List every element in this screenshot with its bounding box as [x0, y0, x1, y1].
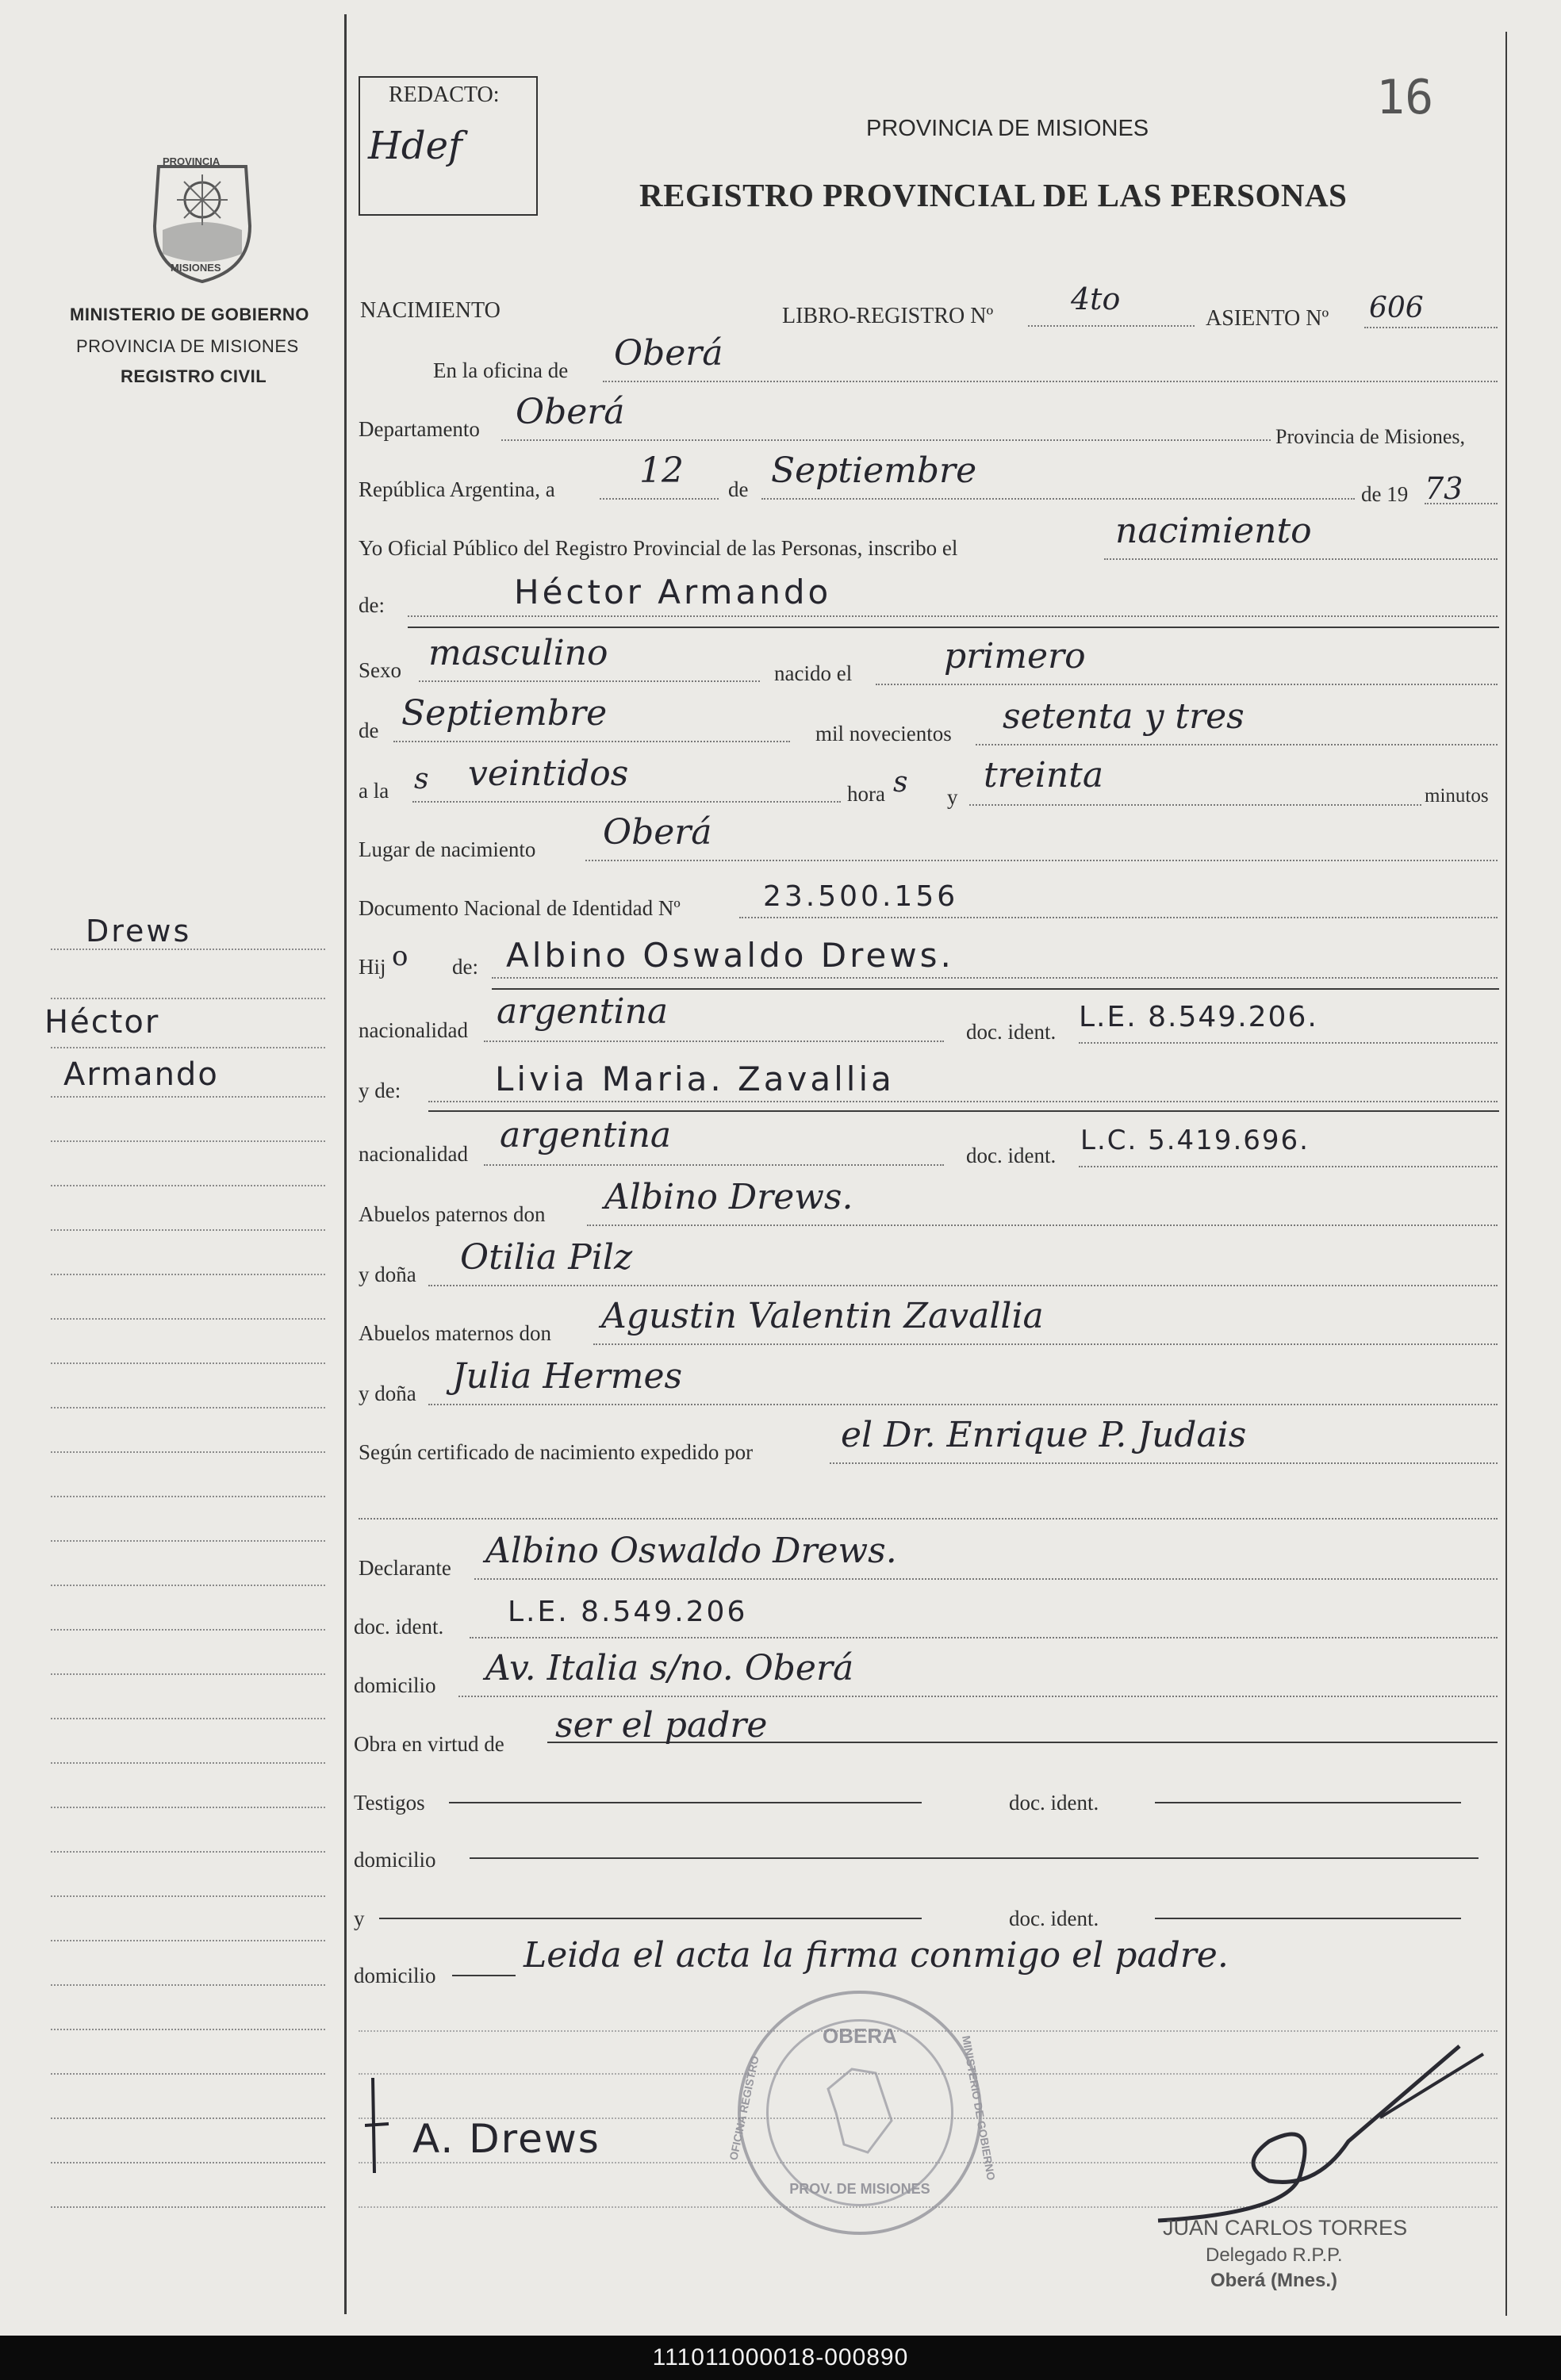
a-la-suffix: s — [414, 763, 429, 795]
margin-given-2: Armando — [63, 1056, 219, 1093]
abuela-materna-value: Julia Hermes — [452, 1356, 683, 1397]
testigo-1-rule — [449, 1802, 922, 1803]
abuelo-paterno-value: Albino Drews. — [604, 1177, 853, 1217]
margin-line-11 — [51, 1407, 325, 1408]
declarante-value: Albino Oswaldo Drews. — [485, 1531, 897, 1571]
margin-line-16 — [51, 1629, 325, 1631]
margin-line-9 — [51, 1318, 325, 1320]
margin-line-3 — [51, 1047, 325, 1048]
label-declarante-domicilio: domicilio — [354, 1673, 436, 1697]
label-y-de: y de: — [359, 1079, 401, 1102]
year-suffix: 73 — [1425, 471, 1463, 506]
declarant-signature: A. Drews — [412, 2116, 600, 2162]
label-declarante-doc: doc. ident. — [354, 1615, 444, 1638]
margin-line-6 — [51, 1185, 325, 1186]
hijo-suffix: o — [392, 941, 408, 972]
libro-line — [1028, 325, 1195, 327]
label-nacionalidad-madre: nacionalidad — [359, 1142, 468, 1166]
nac-madre-line — [484, 1164, 944, 1166]
nacido-anio-line — [976, 744, 1498, 745]
title-registry: REGISTRO PROVINCIAL DE LAS PERSONAS — [639, 177, 1348, 213]
horas-line — [412, 801, 841, 803]
label-minutos: minutos — [1425, 785, 1489, 807]
label-de-mes: de — [359, 719, 379, 742]
margin-line-7 — [51, 1229, 325, 1231]
margin-line-5 — [51, 1140, 325, 1142]
stamp-top-text: OBERA — [823, 2024, 897, 2048]
ministry-label: MINISTERIO DE GOBIERNO — [70, 305, 309, 324]
label-de-month: de — [728, 477, 749, 501]
margin-line-21 — [51, 1851, 325, 1853]
doc-madre-line — [1079, 1166, 1498, 1167]
redacto-label: REDACTO: — [389, 82, 500, 107]
stamp-bottom-text: PROV. DE MISIONES — [789, 2181, 930, 2197]
nacido-mes-value: Septiembre — [401, 693, 608, 734]
stamp-left-text: OFICINA REGISTRO — [727, 2054, 761, 2162]
margin-given-1: Héctor — [44, 1004, 160, 1041]
label-de-colon: de: — [359, 593, 385, 617]
label-republica: República Argentina, a — [359, 477, 555, 501]
label-documento: Documento Nacional de Identidad Nº — [359, 896, 681, 920]
label-dona-paterna: y doña — [359, 1263, 416, 1286]
margin-line-23 — [51, 1940, 325, 1941]
label-declarante: Declarante — [359, 1556, 451, 1580]
margin-line-14 — [51, 1540, 325, 1542]
madre-line — [428, 1101, 1498, 1102]
label-testigos: Testigos — [354, 1791, 425, 1815]
minutos-line — [969, 804, 1421, 806]
label-a-la: a la — [359, 779, 389, 803]
map-icon — [820, 2065, 899, 2160]
madre-value: Livia Maria. Zavallia — [495, 1060, 895, 1098]
label-testigo-1-doc: doc. ident. — [1009, 1791, 1099, 1815]
lugar-line — [585, 860, 1498, 861]
nacionalidad-madre-value: argentina — [500, 1115, 672, 1156]
abuelo-materno-line — [593, 1343, 1498, 1345]
label-oficial: Yo Oficial Público del Registro Provincial de las Personas, inscribo el — [359, 536, 958, 560]
obra-value: ser el padre — [555, 1705, 768, 1746]
hora-suffix: s — [893, 766, 908, 799]
label-dona-materna: y doña — [359, 1382, 416, 1405]
declarante-domicilio-line — [458, 1696, 1498, 1697]
horas-value: veintidos — [468, 753, 629, 794]
label-testigo-2-domicilio: domicilio — [354, 1964, 436, 1987]
label-provincia-misiones: Provincia de Misiones, — [1275, 425, 1466, 448]
nacido-dia-value: primero — [944, 636, 1086, 676]
certificado-value: el Dr. Enrique P. Judais — [841, 1415, 1247, 1455]
testigo-2-doc-rule — [1155, 1918, 1461, 1919]
official-stamp — [727, 1991, 998, 2235]
redacto-initials: Hdef — [368, 124, 462, 168]
lugar-value: Oberá — [603, 812, 712, 853]
doc-madre-value: L.C. 5.419.696. — [1080, 1125, 1310, 1156]
label-abuelos-maternos: Abuelos maternos don — [359, 1321, 551, 1345]
departamento-value: Oberá — [516, 392, 625, 432]
label-obra: Obra en virtud de — [354, 1732, 504, 1756]
margin-line-12 — [51, 1451, 325, 1453]
margin-line-15 — [51, 1585, 325, 1586]
label-doc-madre: doc. ident. — [966, 1144, 1057, 1167]
margin-line-2 — [51, 998, 325, 999]
padre-line — [492, 977, 1498, 979]
dni-line — [739, 917, 1498, 918]
left-margin-rule — [344, 14, 347, 2314]
acto-value: nacimiento — [1115, 511, 1312, 551]
padre-value: Albino Oswaldo Drews. — [506, 936, 954, 975]
abuelo-paterno-line — [587, 1224, 1498, 1226]
margin-line-20 — [51, 1807, 325, 1808]
margin-line-18 — [51, 1718, 325, 1719]
nac-padre-line — [484, 1041, 944, 1042]
month-line — [761, 498, 1355, 500]
page-number: 16 — [1376, 70, 1434, 125]
redacto-box — [359, 76, 538, 216]
label-hijo: Hij — [359, 955, 386, 979]
certificado-line-2 — [359, 1518, 1498, 1520]
dni-value: 23.500.156 — [763, 880, 959, 913]
stamp-right-text: MINISTERIO DE GOBIERNO — [960, 2034, 998, 2182]
official-place: Oberá (Mnes.) — [1210, 2270, 1338, 2291]
doc-padre-line — [1079, 1042, 1498, 1044]
label-departamento: Departamento — [359, 417, 480, 441]
declarante-doc-line — [470, 1637, 1498, 1638]
testigo-2-domicilio-rule — [452, 1975, 516, 1976]
padre-rule — [492, 988, 1499, 990]
margin-line-8 — [51, 1274, 325, 1275]
month-value: Septiembre — [771, 450, 977, 491]
official-name: JUAN CARLOS TORRES — [1163, 2216, 1408, 2240]
province-label: PROVINCIA DE MISIONES — [76, 336, 299, 356]
abuela-materna-line — [428, 1404, 1498, 1405]
margin-line-17 — [51, 1673, 325, 1675]
right-margin-rule — [1505, 32, 1507, 2316]
nombre-value: Héctor Armando — [514, 573, 832, 611]
madre-rule — [428, 1110, 1499, 1112]
minutos-value: treinta — [984, 755, 1104, 795]
label-mil-novecientos: mil novecientos — [815, 722, 952, 745]
label-segun: Según certificado de nacimiento expedido por — [359, 1440, 754, 1464]
label-nacionalidad-padre: nacionalidad — [359, 1018, 468, 1042]
certificado-line — [830, 1462, 1498, 1464]
sexo-value: masculino — [428, 633, 608, 673]
margin-line-25 — [51, 2029, 325, 2030]
margin-surname: Drews — [86, 914, 192, 949]
declarante-doc-value: L.E. 8.549.206 — [508, 1596, 748, 1628]
libro-value: 4to — [1071, 282, 1121, 316]
label-hijo-de: de: — [452, 955, 478, 979]
label-y-testigo-2: y — [354, 1907, 365, 1930]
label-lugar: Lugar de nacimiento — [359, 837, 536, 861]
declarante-domicilio-value: Av. Italia s/no. Oberá — [485, 1648, 854, 1688]
nacionalidad-padre-value: argentina — [497, 991, 669, 1032]
margin-line-29 — [51, 2206, 325, 2208]
declarante-line — [474, 1578, 1498, 1580]
nombre-rule — [408, 627, 1499, 628]
day-value: 12 — [639, 450, 684, 491]
margin-line-28 — [51, 2162, 325, 2163]
margin-line-1 — [51, 949, 325, 950]
label-oficina: En la oficina de — [433, 358, 569, 382]
declarant-signature-mark — [365, 2078, 412, 2181]
testigo-1-domicilio-rule — [470, 1857, 1479, 1859]
margin-line-4 — [51, 1096, 325, 1098]
asiento-line — [1364, 327, 1498, 328]
doc-padre-value: L.E. 8.549.206. — [1079, 1001, 1318, 1033]
label-nacido-el: nacido el — [774, 661, 853, 685]
margin-line-26 — [51, 2073, 325, 2075]
nombre-line — [408, 615, 1498, 617]
label-testigo-1-domicilio: domicilio — [354, 1848, 436, 1872]
seal-bottom-text: MISIONES — [171, 262, 221, 274]
asiento-value: 606 — [1369, 292, 1424, 324]
margin-line-24 — [51, 1984, 325, 1986]
departamento-line — [501, 439, 1271, 441]
label-hora: hora — [847, 782, 885, 806]
label-y-minutos: y — [947, 785, 958, 809]
document-id-footer: 111011000018-000890 — [0, 2336, 1561, 2380]
testigo-1-doc-rule — [1155, 1802, 1461, 1803]
official-title: Delegado R.P.P. — [1206, 2244, 1343, 2266]
abuela-paterna-value: Otilia Pilz — [460, 1237, 633, 1278]
acto-line — [1104, 558, 1498, 560]
oficina-value: Oberá — [614, 333, 723, 374]
title-province: PROVINCIA DE MISIONES — [866, 116, 1149, 141]
testigo-2-rule — [379, 1918, 922, 1919]
margin-line-22 — [51, 1895, 325, 1897]
day-line — [600, 498, 719, 500]
margin-line-19 — [51, 1762, 325, 1764]
seal-top-text: PROVINCIA — [163, 155, 221, 167]
sexo-line — [419, 680, 760, 682]
abuela-paterna-line — [428, 1285, 1498, 1286]
nacido-dia-line — [876, 684, 1498, 685]
label-de-year: de 19 — [1361, 482, 1409, 506]
margin-line-13 — [51, 1496, 325, 1497]
label-asiento: ASIENTO Nº — [1206, 306, 1329, 331]
leida-text: Leida el acta la firma conmigo el padre. — [524, 1935, 1229, 1976]
label-libro: LIBRO-REGISTRO Nº — [782, 304, 994, 328]
margin-line-10 — [51, 1362, 325, 1364]
nacido-anio-value: setenta y tres — [1003, 696, 1245, 737]
label-testigo-2-doc: doc. ident. — [1009, 1907, 1099, 1930]
nacido-mes-line — [393, 741, 790, 742]
oficina-line — [603, 381, 1498, 382]
label-nacimiento: NACIMIENTO — [360, 298, 501, 323]
abuelo-materno-value: Agustin Valentin Zavallia — [601, 1296, 1044, 1336]
official-signature-mark — [1110, 2030, 1491, 2236]
year-line — [1425, 503, 1498, 504]
label-sexo: Sexo — [359, 658, 401, 682]
label-abuelos-paternos: Abuelos paternos don — [359, 1202, 546, 1226]
label-doc-padre: doc. ident. — [966, 1020, 1057, 1044]
margin-line-27 — [51, 2117, 325, 2119]
civil-registry-label: REGISTRO CIVIL — [121, 366, 267, 386]
